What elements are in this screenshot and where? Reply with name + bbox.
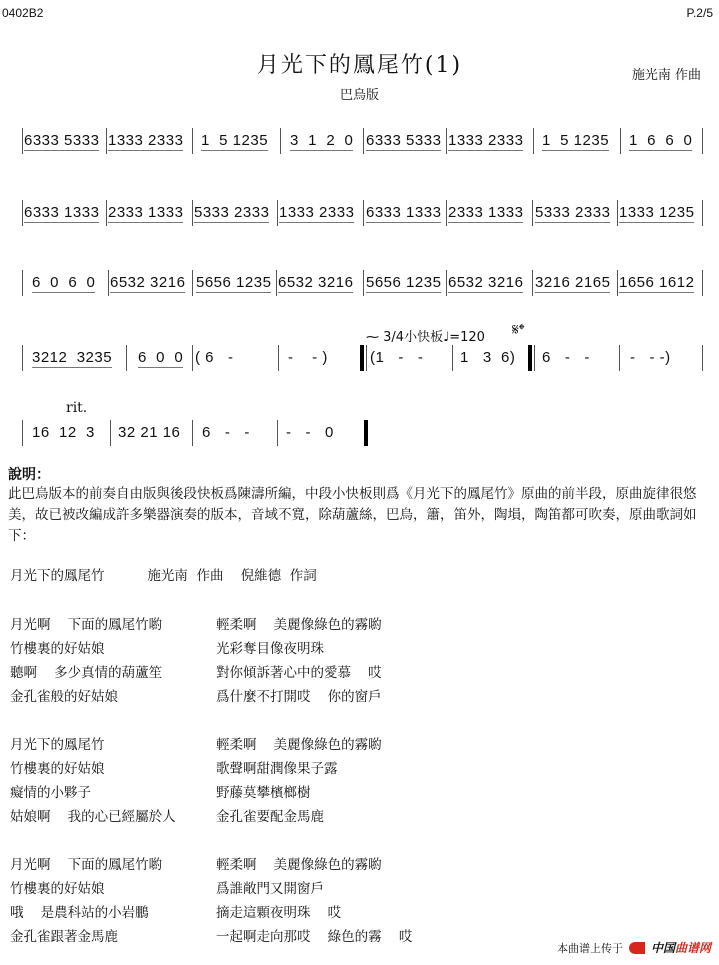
barline xyxy=(620,128,621,154)
barline xyxy=(363,128,364,154)
lyric-line-right: 輕柔啊 美麗像綠色的霧喲 xyxy=(216,857,382,873)
barline xyxy=(363,200,364,226)
measure: 16 12 3 xyxy=(32,424,95,441)
barline xyxy=(702,128,703,154)
barline xyxy=(192,270,193,296)
lyric-line-left: 竹樓裏的好姑娘 xyxy=(10,761,105,777)
measure: 2333 1333 xyxy=(108,204,184,221)
barline xyxy=(452,345,453,371)
barline xyxy=(192,128,193,154)
barline xyxy=(22,270,23,296)
measure: 3216 2165 xyxy=(535,274,611,291)
measure: (1 - - xyxy=(370,349,424,366)
rit-marking: rit. xyxy=(66,400,88,416)
description-heading: 說明： xyxy=(8,467,50,483)
barline xyxy=(532,200,533,226)
site-logo-icon xyxy=(629,942,645,954)
measure: 1333 2333 xyxy=(279,204,355,221)
measure: 32 21 16 xyxy=(118,424,181,441)
barline xyxy=(366,345,367,371)
barline xyxy=(533,128,534,154)
measure: 5656 1235 xyxy=(366,274,442,291)
lyric-line-left: 癡情的小夥子 xyxy=(10,785,91,801)
measure: - - 0 xyxy=(286,424,334,441)
measure: 1333 2333 xyxy=(108,132,184,149)
lyric-line-left: 金孔雀跟著金馬鹿 xyxy=(10,929,118,945)
measure: 6532 3216 xyxy=(278,274,354,291)
subtitle: 巴烏版 xyxy=(339,88,379,103)
barline xyxy=(702,345,703,371)
tremolo-icon: ⁓ xyxy=(366,330,384,345)
measure: 1 6 6 0 xyxy=(629,132,693,149)
measure: 6 - - xyxy=(202,424,250,441)
barline xyxy=(280,128,281,154)
barline xyxy=(532,270,533,296)
barline xyxy=(277,420,278,446)
score-row xyxy=(0,270,719,310)
measure: 6333 1333 xyxy=(366,204,442,221)
measure: 1656 1612 xyxy=(619,274,695,291)
measure: 1 5 1235 xyxy=(201,132,269,149)
score-row xyxy=(0,200,719,240)
measure: 5656 1235 xyxy=(196,274,272,291)
tempo-text: 3/4小快板♩=120 xyxy=(383,330,485,345)
barline xyxy=(619,345,620,371)
barline xyxy=(277,200,278,226)
lyric-line-right: 摘走這顆夜明珠 哎 xyxy=(216,905,342,921)
measure: 1 3 6) xyxy=(460,349,516,366)
measure: 1 5 1235 xyxy=(542,132,610,149)
description-text: 此巴烏版本的前奏自由版與後段快板爲陳濤所編，中段小快板則爲《月光下的鳳尾竹》原曲的前半段，原曲旋律很悠美，故已被改編成許多樂器演奏的版本，音域不寬，除葫蘆絲，巴烏，簫，笛外，陶塤，陶笛都可吹奏，原曲歌詞如下： xyxy=(8,486,697,544)
barline xyxy=(702,270,703,296)
lyric-line-left: 姑娘啊 我的心已經屬於人 xyxy=(10,809,176,825)
measure: - - ) xyxy=(288,349,328,366)
measure: 6 0 6 0 xyxy=(32,274,96,291)
tempo-marking xyxy=(366,326,485,345)
page-title: 月光下的鳳尾竹(1) xyxy=(256,53,463,78)
measure: - - -) xyxy=(630,349,671,366)
lyric-line-left: 竹樓裏的好姑娘 xyxy=(10,641,105,657)
site-name[interactable]: 中国曲谱网 xyxy=(650,941,711,955)
barline xyxy=(446,128,447,154)
measure: 6532 3216 xyxy=(448,274,524,291)
measure: ( 6 - xyxy=(195,349,234,366)
lyric-line-left: 聽啊 多少真情的葫蘆笙 xyxy=(10,665,163,681)
barline xyxy=(617,270,618,296)
barline xyxy=(22,128,23,154)
barline xyxy=(278,345,279,371)
measure: 1333 2333 xyxy=(448,132,524,149)
lyric-line-right: 光彩奪目像夜明珠 xyxy=(216,641,324,657)
lyric-line-right: 爲誰敞門又開窗戶 xyxy=(216,881,324,897)
lyric-line-right: 輕柔啊 美麗像綠色的霧喲 xyxy=(216,737,382,753)
lyric-line-left: 月光下的鳳尾竹 xyxy=(10,737,105,753)
measure: 2333 1333 xyxy=(448,204,524,221)
measure: 6333 1333 xyxy=(24,204,100,221)
measure: 3212 3235 xyxy=(32,349,113,366)
measure: 3 1 2 0 xyxy=(290,132,354,149)
lyric-line-right: 輕柔啊 美麗像綠色的霧喲 xyxy=(216,617,382,633)
lyric-line-left: 月光啊 下面的鳳尾竹喲 xyxy=(10,617,163,633)
upload-text: 本曲谱上传于 xyxy=(556,941,623,955)
measure: 5333 2333 xyxy=(535,204,611,221)
measure: 6333 5333 xyxy=(24,132,100,149)
double-barline xyxy=(364,420,368,446)
barline xyxy=(22,200,23,226)
score-row xyxy=(0,128,719,168)
barline xyxy=(192,345,193,371)
barline xyxy=(110,420,111,446)
lyric-line-right: 歌聲啊甜潤像果子露 xyxy=(216,761,338,777)
barline xyxy=(106,200,107,226)
barline xyxy=(192,200,193,226)
lyric-line-left: 哦 是農科站的小岩鵬 xyxy=(10,905,149,921)
barline xyxy=(106,128,107,154)
lyric-line-right: 一起啊走向那哎 綠色的霧 哎 xyxy=(216,929,413,945)
double-barline xyxy=(360,345,364,371)
measure: 6532 3216 xyxy=(110,274,186,291)
lyric-line-left: 金孔雀般的好姑娘 xyxy=(10,689,118,705)
score-code: 0402B2 xyxy=(2,6,44,20)
lyric-line-right: 爲什麼不打開哎 你的窗戶 xyxy=(216,689,382,705)
barline xyxy=(22,420,23,446)
lyric-line-right: 野藤莫攀檳榔樹 xyxy=(216,785,311,801)
barline xyxy=(534,345,535,371)
barline xyxy=(22,345,23,371)
page-number: P.2/5 xyxy=(686,6,713,20)
composer-credit: 施光南 作曲 xyxy=(631,68,701,83)
measure: 6 0 0 xyxy=(138,349,184,366)
barline xyxy=(192,420,193,446)
lyric-line-left: 竹樓裏的好姑娘 xyxy=(10,881,105,897)
score-row xyxy=(0,420,719,460)
measure: 5333 2333 xyxy=(194,204,270,221)
lyrics-credit: 月光下的鳳尾竹 施光南 作曲 倪維德 作詞 xyxy=(10,568,317,584)
lyric-line-right: 金孔雀要配金馬鹿 xyxy=(216,809,324,825)
barline xyxy=(702,200,703,226)
barline xyxy=(126,345,127,371)
lyric-line-left: 月光啊 下面的鳳尾竹喲 xyxy=(10,857,163,873)
barline xyxy=(108,270,109,296)
barline xyxy=(276,270,277,296)
double-barline xyxy=(528,345,532,371)
barline xyxy=(446,200,447,226)
measure: 1333 1235 xyxy=(619,204,695,221)
measure: 6 - - xyxy=(542,349,590,366)
score-row xyxy=(0,345,719,385)
barline xyxy=(446,270,447,296)
barline xyxy=(363,270,364,296)
lyric-line-right: 對你傾訴著心中的愛慕 哎 xyxy=(216,665,382,681)
footer-upload-credit xyxy=(557,939,711,956)
barline xyxy=(617,200,618,226)
segno-coda-icon: 𝄋𝄌 xyxy=(512,320,525,339)
measure: 6333 5333 xyxy=(366,132,442,149)
